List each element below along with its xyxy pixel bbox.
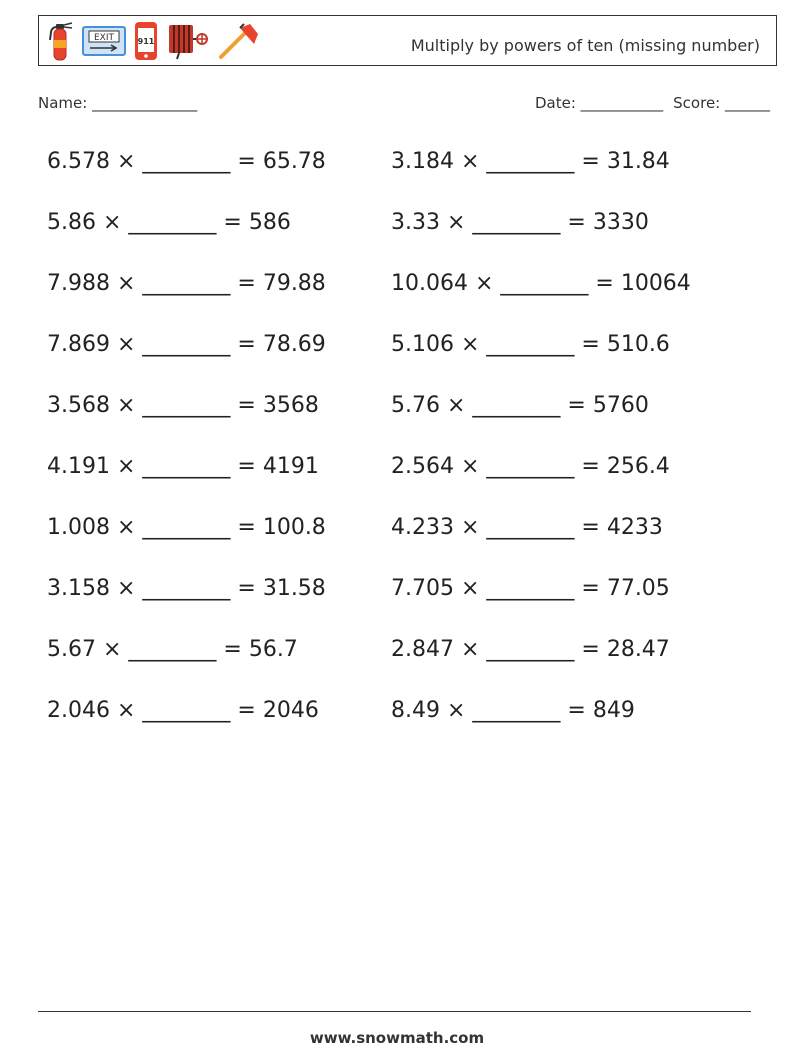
problem-item: 2.564 × ________ = 256.4 bbox=[391, 454, 670, 479]
score-field: Score: ______ bbox=[673, 94, 770, 112]
problem-item: 3.568 × ________ = 3568 bbox=[47, 393, 319, 418]
date-score-fields bbox=[535, 94, 770, 112]
header-icons bbox=[45, 20, 268, 62]
problem-item: 5.106 × ________ = 510.6 bbox=[391, 332, 670, 357]
fire-extinguisher-icon bbox=[45, 20, 75, 62]
problem-item: 3.33 × ________ = 3330 bbox=[391, 210, 649, 235]
problem-item: 4.233 × ________ = 4233 bbox=[391, 515, 663, 540]
problem-item: 2.046 × ________ = 2046 bbox=[47, 698, 319, 723]
fire-hose-reel-icon bbox=[166, 22, 210, 60]
footer-url: www.snowmath.com bbox=[309, 1029, 485, 1047]
problem-item: 5.76 × ________ = 5760 bbox=[391, 393, 649, 418]
name-field: Name: ______________ bbox=[38, 94, 198, 112]
phone-911-text: 911 bbox=[137, 37, 155, 46]
date-field: Date: ___________ bbox=[534, 94, 664, 112]
problem-item: 1.008 × ________ = 100.8 bbox=[47, 515, 326, 540]
problem-item: 7.705 × ________ = 77.05 bbox=[391, 576, 670, 601]
problem-item: 10.064 × ________ = 10064 bbox=[391, 271, 691, 296]
phone-911-icon bbox=[133, 20, 159, 62]
problem-item: 8.49 × ________ = 849 bbox=[391, 698, 635, 723]
exit-sign-icon bbox=[82, 26, 126, 56]
problem-item: 3.184 × ________ = 31.84 bbox=[391, 149, 670, 174]
problem-item: 4.191 × ________ = 4191 bbox=[47, 454, 319, 479]
problem-item: 7.869 × ________ = 78.69 bbox=[47, 332, 326, 357]
worksheet-title: Multiply by powers of ten (missing number) bbox=[410, 36, 760, 55]
problem-item: 5.67 × ________ = 56.7 bbox=[47, 637, 298, 662]
problem-item: 3.158 × ________ = 31.58 bbox=[47, 576, 326, 601]
problem-item: 7.988 × ________ = 79.88 bbox=[47, 271, 326, 296]
exit-sign-text: EXIT bbox=[93, 33, 115, 43]
worksheet-header bbox=[38, 15, 777, 66]
footer-divider bbox=[38, 1011, 751, 1012]
problem-item: 6.578 × ________ = 65.78 bbox=[47, 149, 326, 174]
fire-axe-icon bbox=[217, 22, 261, 60]
problem-item: 5.86 × ________ = 586 bbox=[47, 210, 291, 235]
problem-item: 2.847 × ________ = 28.47 bbox=[391, 637, 670, 662]
